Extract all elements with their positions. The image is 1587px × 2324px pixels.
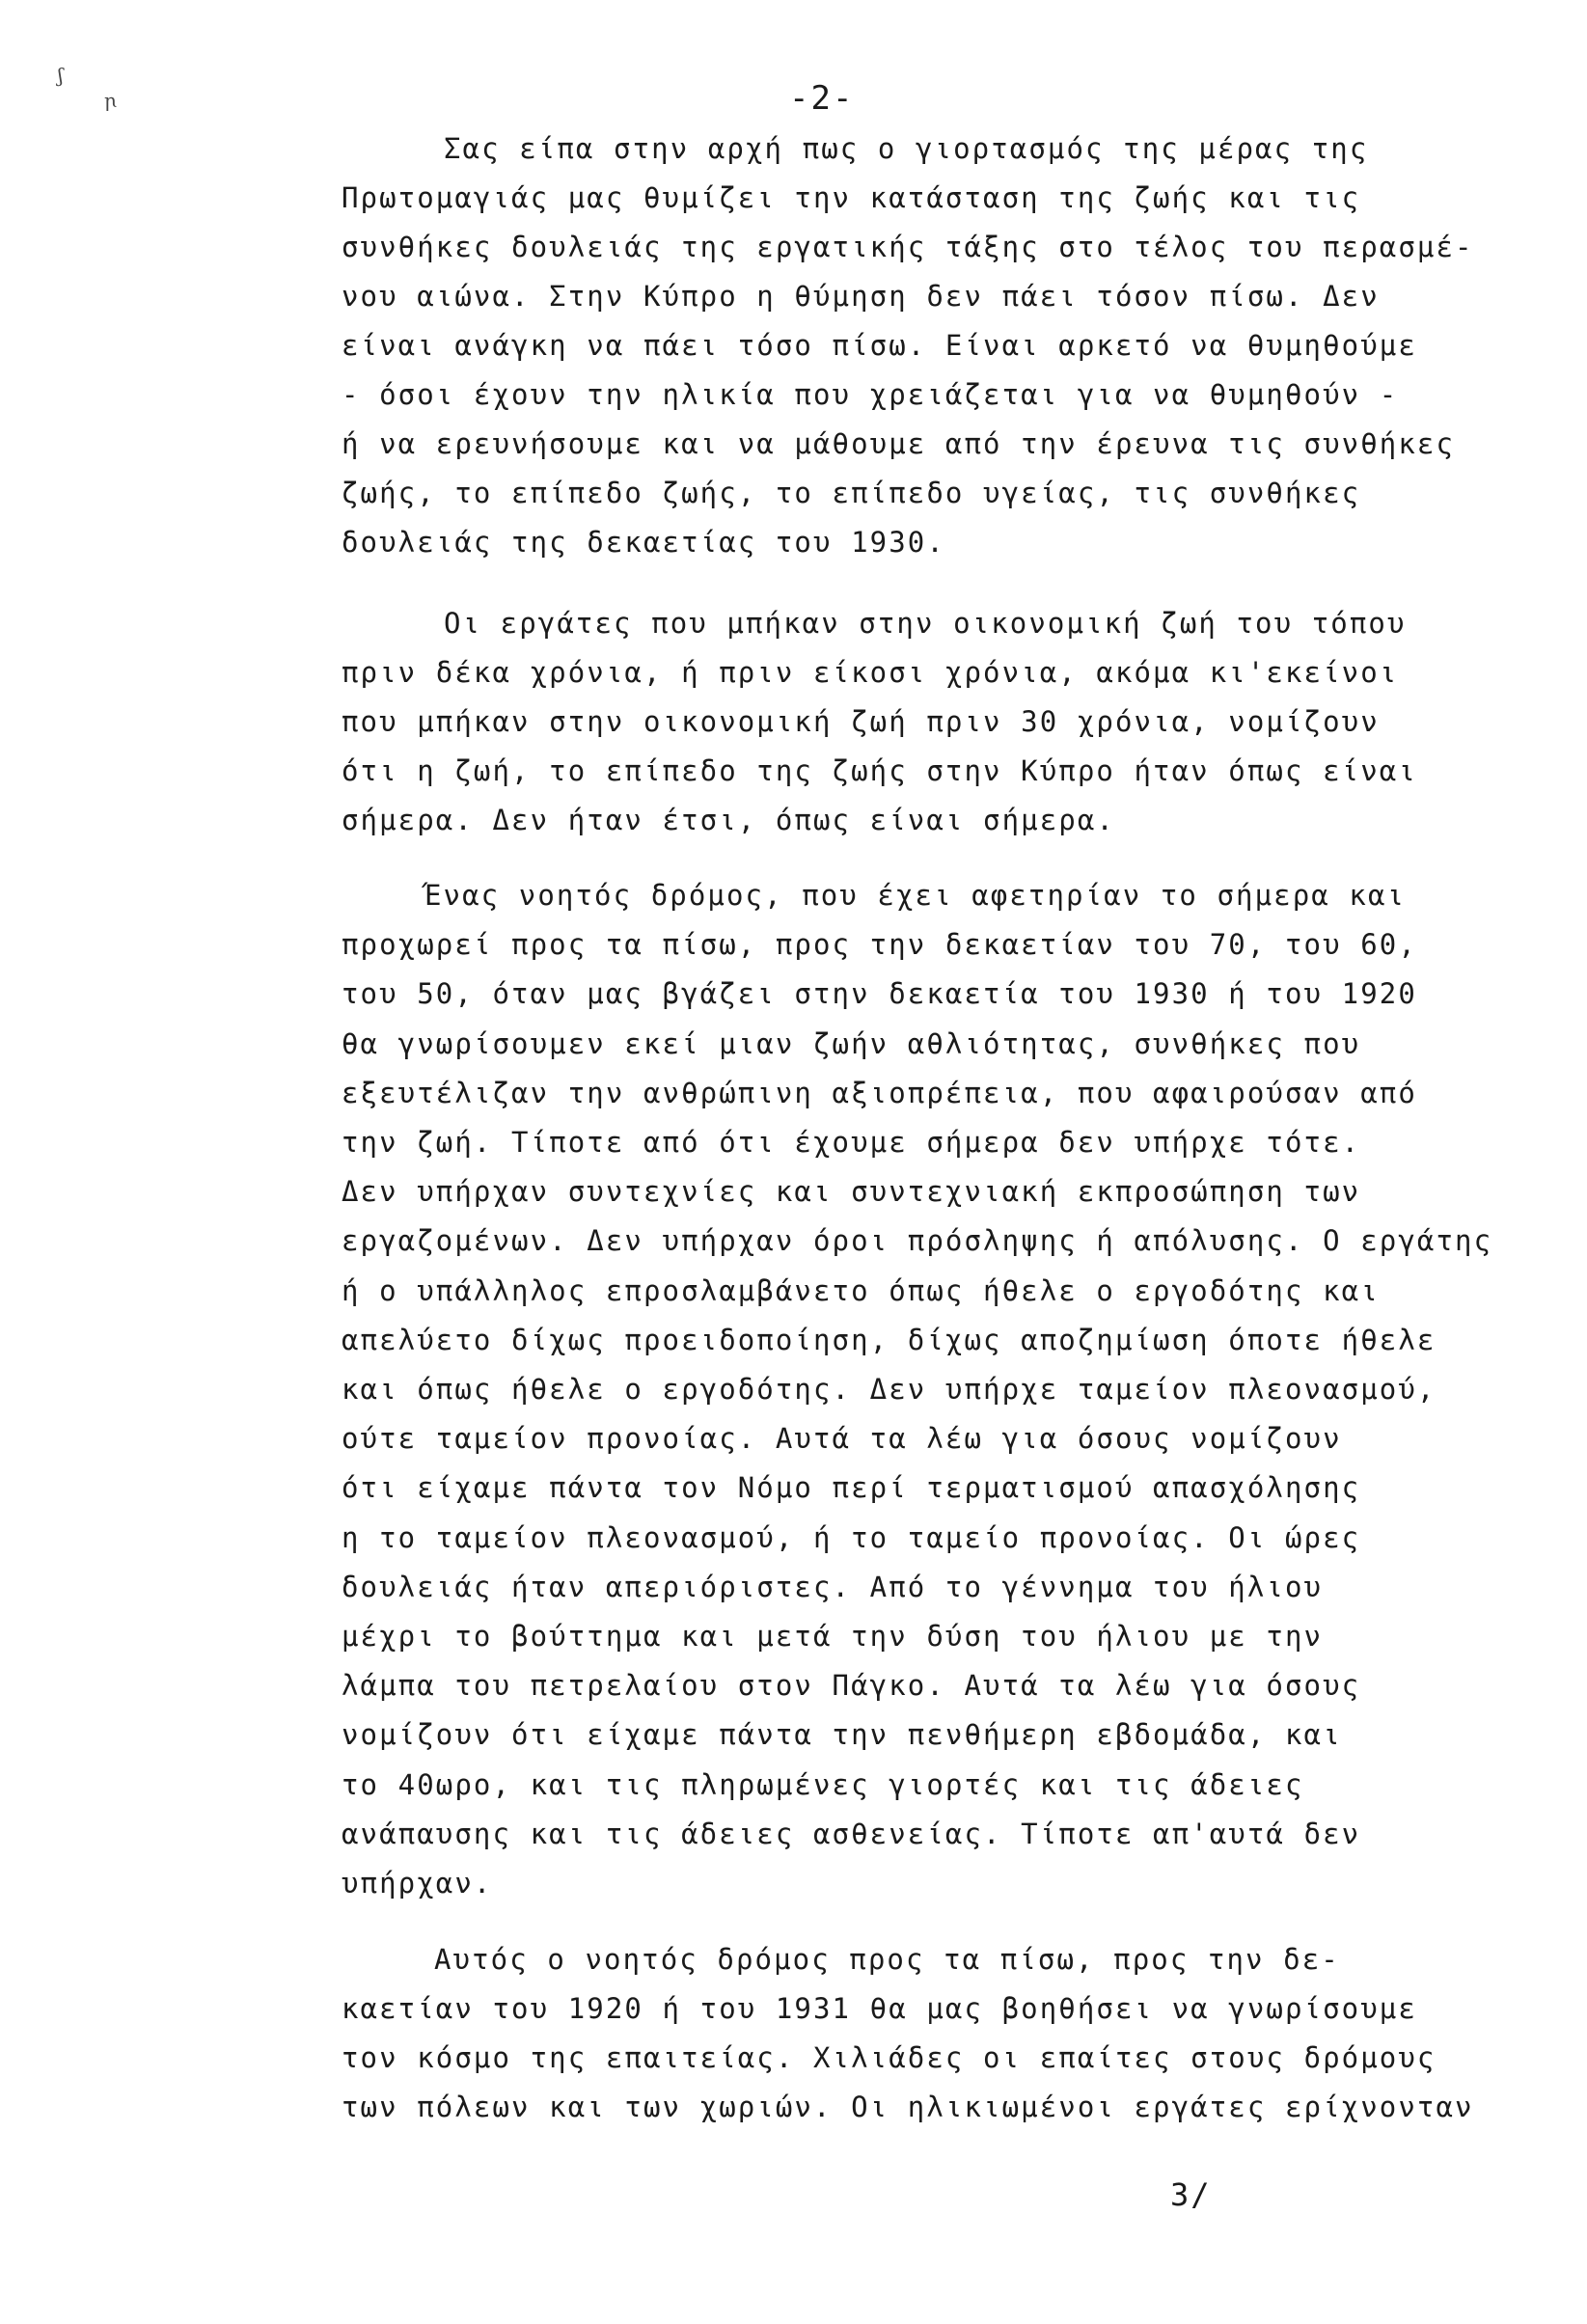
text-line: τον κόσμο της επαιτείας. Χιλιάδες οι επαίτες στους δρόμους bbox=[342, 2041, 1437, 2074]
text-line: νομίζουν ότι είχαμε πάντα την πενθήμερη εβδομάδα, και bbox=[342, 1718, 1342, 1752]
text-line: προχωρεί προς τα πίσω, προς την δεκαετίαν του 70, του 60, bbox=[342, 928, 1417, 962]
text-line: που μπήκαν στην οικονομική ζωή πριν 30 χρόνια, νομίζουν bbox=[342, 705, 1380, 738]
page-number: -2- bbox=[789, 79, 855, 118]
text-line: Οι εργάτες που μπήκαν στην οικονομική ζωή του τόπου bbox=[444, 607, 1407, 640]
text-line: την ζωή. Τίποτε από ότι έχουμε σήμερα δεν υπήρχε τότε. bbox=[342, 1126, 1361, 1159]
text-line: υπήρχαν. bbox=[342, 1867, 493, 1900]
text-line: Σας είπα στην αρχή πως ο γιορτασμός της μέρας της bbox=[444, 132, 1369, 165]
text-line: ούτε ταμείον προνοίας. Αυτά τα λέω για όσους νομίζουν bbox=[342, 1422, 1342, 1456]
text-line: λάμπα του πετρελαίου στον Πάγκο. Αυτά τα λέω για όσους bbox=[342, 1669, 1361, 1703]
text-line: ή να ερευνήσουμε και να μάθουμε από την έρευνα τις συνθήκες bbox=[342, 427, 1456, 460]
text-line: ανάπαυσης και τις άδειες ασθενείας. Τίποτε απ'αυτά δεν bbox=[342, 1817, 1361, 1850]
text-line: πριν δέκα χρόνια, ή πριν είκοσι χρόνια, ακόμα κι'εκείνοι bbox=[342, 656, 1399, 689]
text-line: ότι η ζωή, το επίπεδο της ζωής στην Κύπρο ήταν όπως είναι bbox=[342, 754, 1417, 787]
text-line: απελύετο δίχως προειδοποίηση, δίχως αποζημίωση όποτε ήθελε bbox=[342, 1323, 1437, 1356]
text-line: η το ταμείον πλεονασμού, ή το ταμείο προνοίας. Οι ώρες bbox=[342, 1520, 1361, 1554]
text-line: Πρωτομαγιάς μας θυμίζει την κατάσταση της ζωής και τις bbox=[342, 181, 1361, 214]
text-line: των πόλεων και των χωριών. Οι ηλικιωμένοι εργάτες ερίχνονταν bbox=[342, 2091, 1474, 2123]
text-line: το 40ωρο, και τις πληρωμένες γιορτές και τις άδειες bbox=[342, 1767, 1304, 1801]
text-line: δουλειάς της δεκαετίας του 1930. bbox=[342, 526, 945, 559]
text-line: Αυτός ο νοητός δρόμος προς τα πίσω, προς την δε- bbox=[434, 1943, 1340, 1976]
text-line: ή ο υπάλληλος επροσλαμβάνετο όπως ήθελε ο εργοδότης και bbox=[342, 1273, 1380, 1307]
text-line: ζωής, το επίπεδο ζωής, το επίπεδο υγείας, τις συνθήκες bbox=[342, 477, 1361, 509]
text-line: συνθήκες δουλειάς της εργατικής τάξης στο τέλος του περασμέ- bbox=[342, 231, 1474, 263]
text-line: μέχρι το βούττημα και μετά την δύση του ήλιου με την bbox=[342, 1620, 1324, 1653]
continuation-marker: 3/ bbox=[1170, 2176, 1212, 2213]
text-line: εργαζομένων. Δεν υπήρχαν όροι πρόσληψης ή απόλυσης. Ο εργάτης bbox=[342, 1224, 1493, 1258]
text-line: του 50, όταν μας βγάζει στην δεκαετία του 1930 ή του 1920 bbox=[342, 977, 1417, 1011]
margin-mark: ꞃ bbox=[104, 89, 117, 112]
text-line: - όσοι έχουν την ηλικία που χρειάζεται για να θυμηθούν - bbox=[342, 378, 1399, 411]
text-line: είναι ανάγκη να πάει τόσο πίσω. Είναι αρκετό να θυμηθούμε bbox=[342, 329, 1417, 362]
text-line: νου αιώνα. Στην Κύπρο η θύμηση δεν πάει τόσον πίσω. Δεν bbox=[342, 280, 1380, 313]
text-line: και όπως ήθελε ο εργοδότης. Δεν υπήρχε ταμείον πλεονασμού, bbox=[342, 1373, 1437, 1406]
text-line: θα γνωρίσουμεν εκεί μιαν ζωήν αθλιότητας, συνθήκες που bbox=[342, 1026, 1361, 1060]
text-line: ότι είχαμε πάντα τον Νόμο περί τερματισμού απασχόλησης bbox=[342, 1471, 1361, 1505]
text-line: εξευτέλιζαν την ανθρώπινη αξιοπρέπεια, που αφαιρούσαν από bbox=[342, 1076, 1417, 1109]
text-line: Ένας νοητός δρόμος, που έχει αφετηρίαν το σήμερα και bbox=[424, 879, 1407, 912]
text-line: σήμερα. Δεν ήταν έτσι, όπως είναι σήμερα. bbox=[342, 804, 1115, 836]
margin-mark: ʃ bbox=[58, 64, 64, 87]
text-line: καετίαν του 1920 ή του 1931 θα μας βοηθήσει να γνωρίσουμε bbox=[342, 1992, 1417, 2025]
text-line: Δεν υπήρχαν συντεχνίες και συντεχνιακή εκπροσώπηση των bbox=[342, 1175, 1361, 1209]
text-line: δουλειάς ήταν απεριόριστες. Από το γέννημα του ήλιου bbox=[342, 1570, 1324, 1603]
